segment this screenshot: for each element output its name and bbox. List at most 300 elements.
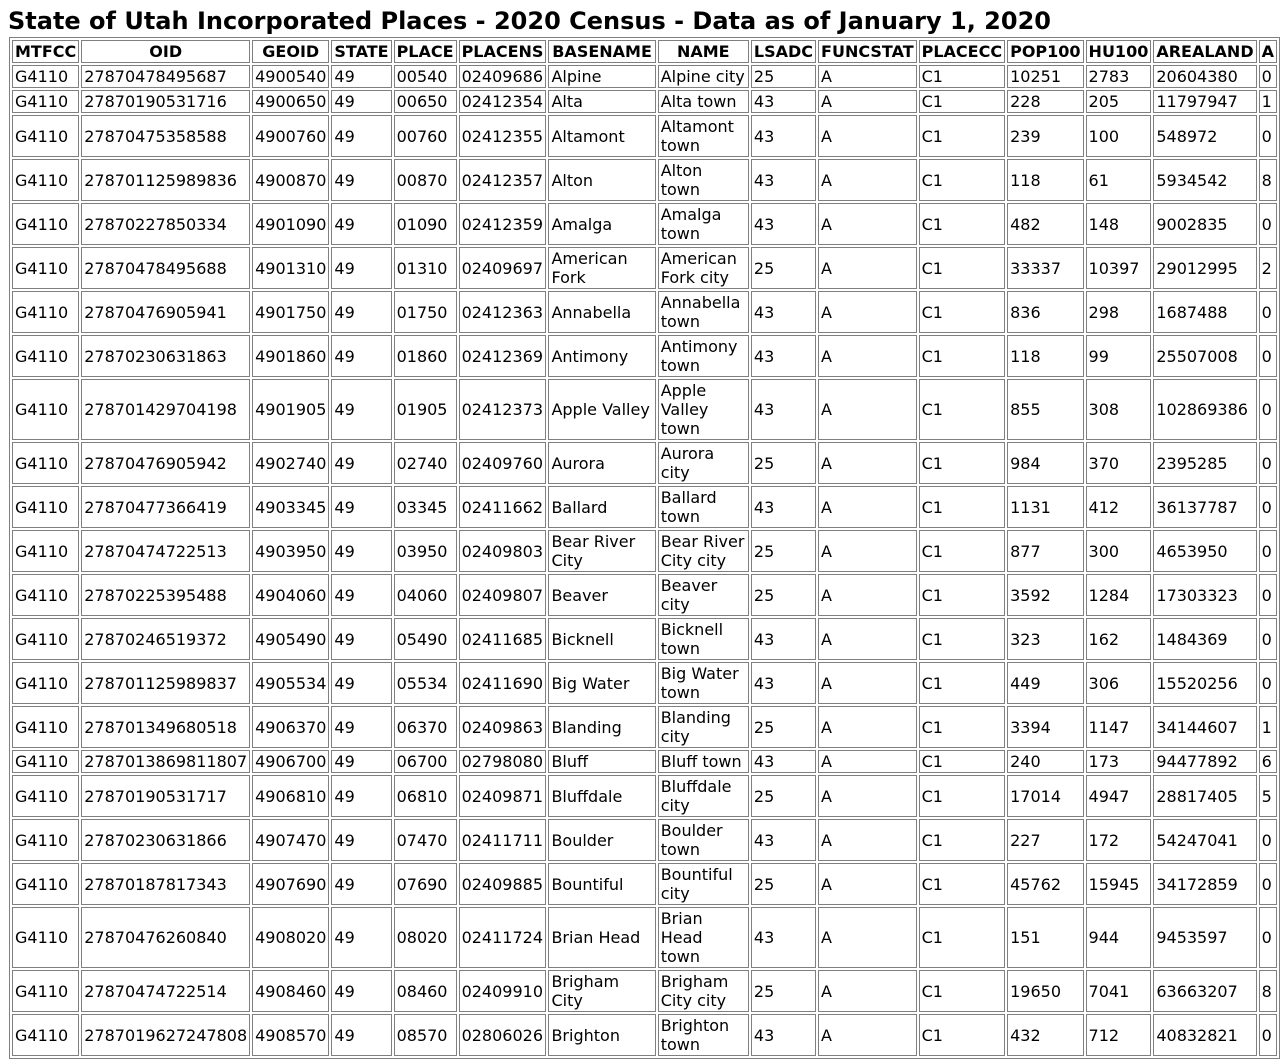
cell-lsadc: 43 [751, 90, 816, 113]
table-header [12, 40, 1277, 63]
cell-oid: 2787019627247808 [81, 1014, 250, 1056]
cell-pop100: 3592 [1007, 574, 1083, 616]
cell-pop100: 432 [1007, 1014, 1083, 1056]
cell-hu100: 15945 [1086, 863, 1152, 905]
cell-placecc: C1 [919, 203, 1005, 245]
cell-place: 08460 [394, 970, 457, 1012]
cell-arealand: 36137787 [1153, 486, 1256, 528]
column-header-a: A [1259, 40, 1277, 63]
cell-basename: Bluffdale [548, 775, 655, 817]
table-row [12, 970, 1277, 1012]
cell-pop100: 228 [1007, 90, 1083, 113]
cell-lsadc: 43 [751, 750, 816, 773]
cell-state: 49 [331, 706, 391, 748]
cell-placens: 02412357 [459, 159, 547, 201]
cell-name: Alpine city [658, 65, 749, 88]
cell-hu100: 61 [1086, 159, 1152, 201]
cell-lsadc: 43 [751, 1014, 816, 1056]
cell-a: 0 [1259, 1014, 1277, 1056]
cell-oid: 27870476260840 [81, 907, 250, 968]
cell-placecc: C1 [919, 159, 1005, 201]
cell-pop100: 3394 [1007, 706, 1083, 748]
cell-placecc: C1 [919, 662, 1005, 704]
cell-lsadc: 43 [751, 291, 816, 333]
cell-placecc: C1 [919, 1014, 1005, 1056]
cell-hu100: 100 [1086, 115, 1152, 157]
cell-place: 06810 [394, 775, 457, 817]
cell-pop100: 836 [1007, 291, 1083, 333]
cell-placens: 02409697 [459, 247, 547, 289]
cell-state: 49 [331, 486, 391, 528]
cell-name: Bear River City city [658, 530, 749, 572]
column-header-funcstat: FUNCSTAT [818, 40, 917, 63]
cell-mtfcc: G4110 [12, 970, 79, 1012]
cell-hu100: 7041 [1086, 970, 1152, 1012]
cell-a: 5 [1259, 775, 1277, 817]
cell-mtfcc: G4110 [12, 335, 79, 377]
cell-arealand: 4653950 [1153, 530, 1256, 572]
cell-oid: 27870474722513 [81, 530, 250, 572]
cell-arealand: 34144607 [1153, 706, 1256, 748]
cell-state: 49 [331, 750, 391, 773]
cell-a: 0 [1259, 291, 1277, 333]
cell-placens: 02412359 [459, 203, 547, 245]
cell-basename: Alpine [548, 65, 655, 88]
column-header-state: STATE [331, 40, 391, 63]
cell-oid: 27870474722514 [81, 970, 250, 1012]
cell-funcstat: A [818, 530, 917, 572]
cell-mtfcc: G4110 [12, 863, 79, 905]
cell-state: 49 [331, 775, 391, 817]
cell-geoid: 4906810 [252, 775, 329, 817]
cell-oid: 27870190531716 [81, 90, 250, 113]
cell-state: 49 [331, 90, 391, 113]
cell-pop100: 240 [1007, 750, 1083, 773]
cell-pop100: 1131 [1007, 486, 1083, 528]
cell-a: 0 [1259, 819, 1277, 861]
cell-arealand: 29012995 [1153, 247, 1256, 289]
cell-mtfcc: G4110 [12, 247, 79, 289]
cell-funcstat: A [818, 379, 917, 440]
cell-arealand: 1687488 [1153, 291, 1256, 333]
cell-a: 0 [1259, 662, 1277, 704]
cell-lsadc: 43 [751, 907, 816, 968]
table-row [12, 706, 1277, 748]
cell-hu100: 99 [1086, 335, 1152, 377]
cell-placecc: C1 [919, 750, 1005, 773]
cell-arealand: 63663207 [1153, 970, 1256, 1012]
cell-pop100: 45762 [1007, 863, 1083, 905]
cell-name: Ballard town [658, 486, 749, 528]
cell-basename: Ballard [548, 486, 655, 528]
table-row [12, 335, 1277, 377]
cell-funcstat: A [818, 291, 917, 333]
cell-pop100: 227 [1007, 819, 1083, 861]
cell-oid: 27870230631866 [81, 819, 250, 861]
cell-basename: Brigham City [548, 970, 655, 1012]
cell-place: 05534 [394, 662, 457, 704]
cell-place: 00870 [394, 159, 457, 201]
cell-placecc: C1 [919, 618, 1005, 660]
cell-lsadc: 25 [751, 442, 816, 484]
places-table [9, 37, 1280, 1059]
cell-geoid: 4907690 [252, 863, 329, 905]
cell-geoid: 4908570 [252, 1014, 329, 1056]
cell-geoid: 4900760 [252, 115, 329, 157]
cell-basename: Blanding [548, 706, 655, 748]
cell-pop100: 323 [1007, 618, 1083, 660]
cell-place: 00650 [394, 90, 457, 113]
cell-placens: 02409686 [459, 65, 547, 88]
cell-basename: Antimony [548, 335, 655, 377]
table-row [12, 907, 1277, 968]
cell-arealand: 548972 [1153, 115, 1256, 157]
cell-lsadc: 43 [751, 618, 816, 660]
cell-hu100: 298 [1086, 291, 1152, 333]
cell-basename: Bicknell [548, 618, 655, 660]
cell-lsadc: 25 [751, 65, 816, 88]
cell-state: 49 [331, 618, 391, 660]
cell-hu100: 2783 [1086, 65, 1152, 88]
table-row [12, 618, 1277, 660]
cell-basename: Altamont [548, 115, 655, 157]
page-title: State of Utah Incorporated Places - 2020 Census - Data as of January 1, 2020 [8, 7, 1051, 35]
cell-placecc: C1 [919, 442, 1005, 484]
cell-a: 0 [1259, 442, 1277, 484]
column-header-placecc: PLACECC [919, 40, 1005, 63]
cell-hu100: 4947 [1086, 775, 1152, 817]
cell-place: 00540 [394, 65, 457, 88]
cell-lsadc: 43 [751, 379, 816, 440]
cell-placens: 02411690 [459, 662, 547, 704]
cell-placens: 02412369 [459, 335, 547, 377]
cell-state: 49 [331, 159, 391, 201]
cell-state: 49 [331, 203, 391, 245]
table-row [12, 159, 1277, 201]
cell-name: Bluffdale city [658, 775, 749, 817]
cell-state: 49 [331, 970, 391, 1012]
cell-funcstat: A [818, 863, 917, 905]
cell-placens: 02412373 [459, 379, 547, 440]
cell-oid: 27870225395488 [81, 574, 250, 616]
table-row [12, 486, 1277, 528]
cell-basename: American Fork [548, 247, 655, 289]
cell-funcstat: A [818, 247, 917, 289]
cell-place: 03345 [394, 486, 457, 528]
cell-state: 49 [331, 65, 391, 88]
cell-geoid: 4900650 [252, 90, 329, 113]
cell-funcstat: A [818, 1014, 917, 1056]
cell-arealand: 40832821 [1153, 1014, 1256, 1056]
cell-geoid: 4906700 [252, 750, 329, 773]
cell-oid: 278701429704198 [81, 379, 250, 440]
cell-placecc: C1 [919, 247, 1005, 289]
cell-lsadc: 43 [751, 115, 816, 157]
table-row [12, 530, 1277, 572]
cell-a: 1 [1259, 706, 1277, 748]
cell-basename: Aurora [548, 442, 655, 484]
column-header-arealand: AREALAND [1153, 40, 1256, 63]
cell-placecc: C1 [919, 486, 1005, 528]
cell-state: 49 [331, 291, 391, 333]
cell-placens: 02409760 [459, 442, 547, 484]
cell-lsadc: 25 [751, 863, 816, 905]
cell-placens: 02412354 [459, 90, 547, 113]
cell-name: Alta town [658, 90, 749, 113]
cell-a: 0 [1259, 863, 1277, 905]
cell-geoid: 4901750 [252, 291, 329, 333]
cell-a: 0 [1259, 907, 1277, 968]
cell-placens: 02409885 [459, 863, 547, 905]
column-header-placens: PLACENS [459, 40, 547, 63]
cell-a: 0 [1259, 574, 1277, 616]
cell-a: 8 [1259, 159, 1277, 201]
cell-lsadc: 25 [751, 530, 816, 572]
cell-place: 05490 [394, 618, 457, 660]
cell-state: 49 [331, 907, 391, 968]
cell-hu100: 173 [1086, 750, 1152, 773]
cell-oid: 27870476905942 [81, 442, 250, 484]
cell-placecc: C1 [919, 530, 1005, 572]
cell-state: 49 [331, 442, 391, 484]
cell-hu100: 148 [1086, 203, 1152, 245]
cell-a: 0 [1259, 618, 1277, 660]
cell-mtfcc: G4110 [12, 486, 79, 528]
cell-funcstat: A [818, 706, 917, 748]
cell-mtfcc: G4110 [12, 750, 79, 773]
cell-name: Bluff town [658, 750, 749, 773]
cell-place: 01090 [394, 203, 457, 245]
cell-basename: Annabella [548, 291, 655, 333]
cell-lsadc: 43 [751, 819, 816, 861]
cell-name: Amalga town [658, 203, 749, 245]
cell-funcstat: A [818, 574, 917, 616]
cell-hu100: 412 [1086, 486, 1152, 528]
cell-pop100: 10251 [1007, 65, 1083, 88]
cell-mtfcc: G4110 [12, 90, 79, 113]
cell-place: 07690 [394, 863, 457, 905]
cell-placecc: C1 [919, 907, 1005, 968]
cell-arealand: 54247041 [1153, 819, 1256, 861]
cell-mtfcc: G4110 [12, 379, 79, 440]
cell-funcstat: A [818, 662, 917, 704]
cell-mtfcc: G4110 [12, 115, 79, 157]
cell-a: 6 [1259, 750, 1277, 773]
cell-funcstat: A [818, 775, 917, 817]
cell-placens: 02409910 [459, 970, 547, 1012]
cell-pop100: 17014 [1007, 775, 1083, 817]
table-row [12, 775, 1277, 817]
cell-geoid: 4902740 [252, 442, 329, 484]
cell-mtfcc: G4110 [12, 618, 79, 660]
cell-name: Altamont town [658, 115, 749, 157]
cell-placecc: C1 [919, 574, 1005, 616]
cell-place: 06370 [394, 706, 457, 748]
cell-hu100: 370 [1086, 442, 1152, 484]
cell-lsadc: 25 [751, 775, 816, 817]
cell-basename: Alta [548, 90, 655, 113]
cell-name: Big Water town [658, 662, 749, 704]
cell-place: 08020 [394, 907, 457, 968]
cell-placens: 02412363 [459, 291, 547, 333]
cell-place: 03950 [394, 530, 457, 572]
cell-geoid: 4900540 [252, 65, 329, 88]
cell-oid: 27870190531717 [81, 775, 250, 817]
cell-arealand: 15520256 [1153, 662, 1256, 704]
cell-a: 0 [1259, 335, 1277, 377]
column-header-pop100: POP100 [1007, 40, 1083, 63]
cell-pop100: 33337 [1007, 247, 1083, 289]
cell-mtfcc: G4110 [12, 530, 79, 572]
cell-basename: Amalga [548, 203, 655, 245]
cell-pop100: 482 [1007, 203, 1083, 245]
cell-hu100: 308 [1086, 379, 1152, 440]
cell-oid: 27870475358588 [81, 115, 250, 157]
cell-placecc: C1 [919, 706, 1005, 748]
cell-hu100: 306 [1086, 662, 1152, 704]
cell-oid: 27870476905941 [81, 291, 250, 333]
cell-basename: Brighton [548, 1014, 655, 1056]
cell-hu100: 162 [1086, 618, 1152, 660]
cell-name: Alton town [658, 159, 749, 201]
table-row [12, 291, 1277, 333]
cell-placens: 02806026 [459, 1014, 547, 1056]
cell-name: Apple Valley town [658, 379, 749, 440]
cell-basename: Apple Valley [548, 379, 655, 440]
column-header-place: PLACE [394, 40, 457, 63]
cell-lsadc: 25 [751, 706, 816, 748]
table-row [12, 662, 1277, 704]
cell-pop100: 449 [1007, 662, 1083, 704]
cell-geoid: 4903345 [252, 486, 329, 528]
cell-basename: Alton [548, 159, 655, 201]
cell-name: Antimony town [658, 335, 749, 377]
cell-funcstat: A [818, 90, 917, 113]
cell-placens: 02411685 [459, 618, 547, 660]
cell-oid: 278701125989837 [81, 662, 250, 704]
cell-pop100: 151 [1007, 907, 1083, 968]
cell-placens: 02409807 [459, 574, 547, 616]
cell-funcstat: A [818, 618, 917, 660]
cell-lsadc: 43 [751, 335, 816, 377]
cell-placecc: C1 [919, 335, 1005, 377]
cell-mtfcc: G4110 [12, 574, 79, 616]
cell-oid: 278701349680518 [81, 706, 250, 748]
cell-funcstat: A [818, 65, 917, 88]
cell-geoid: 4903950 [252, 530, 329, 572]
cell-place: 01905 [394, 379, 457, 440]
cell-pop100: 877 [1007, 530, 1083, 572]
cell-mtfcc: G4110 [12, 662, 79, 704]
cell-hu100: 1147 [1086, 706, 1152, 748]
cell-placens: 02798080 [459, 750, 547, 773]
cell-basename: Brian Head [548, 907, 655, 968]
cell-a: 0 [1259, 486, 1277, 528]
cell-placecc: C1 [919, 291, 1005, 333]
cell-geoid: 4901860 [252, 335, 329, 377]
cell-state: 49 [331, 530, 391, 572]
cell-state: 49 [331, 379, 391, 440]
table-row [12, 442, 1277, 484]
cell-state: 49 [331, 662, 391, 704]
cell-name: Bicknell town [658, 618, 749, 660]
cell-a: 0 [1259, 530, 1277, 572]
cell-arealand: 34172859 [1153, 863, 1256, 905]
cell-place: 00760 [394, 115, 457, 157]
cell-a: 0 [1259, 379, 1277, 440]
cell-place: 01860 [394, 335, 457, 377]
cell-placens: 02409863 [459, 706, 547, 748]
cell-hu100: 300 [1086, 530, 1152, 572]
cell-arealand: 2395285 [1153, 442, 1256, 484]
cell-funcstat: A [818, 486, 917, 528]
cell-mtfcc: G4110 [12, 819, 79, 861]
cell-placecc: C1 [919, 863, 1005, 905]
cell-mtfcc: G4110 [12, 203, 79, 245]
cell-place: 07470 [394, 819, 457, 861]
cell-oid: 27870227850334 [81, 203, 250, 245]
cell-basename: Bear River City [548, 530, 655, 572]
column-header-oid: OID [81, 40, 250, 63]
cell-hu100: 10397 [1086, 247, 1152, 289]
cell-place: 08570 [394, 1014, 457, 1056]
cell-a: 8 [1259, 970, 1277, 1012]
table-row [12, 574, 1277, 616]
cell-geoid: 4908020 [252, 907, 329, 968]
cell-placens: 02409803 [459, 530, 547, 572]
cell-geoid: 4901905 [252, 379, 329, 440]
cell-arealand: 20604380 [1153, 65, 1256, 88]
cell-hu100: 1284 [1086, 574, 1152, 616]
cell-funcstat: A [818, 750, 917, 773]
cell-lsadc: 43 [751, 203, 816, 245]
cell-state: 49 [331, 863, 391, 905]
table-row [12, 90, 1277, 113]
cell-name: Brighton town [658, 1014, 749, 1056]
column-header-name: NAME [658, 40, 749, 63]
cell-place: 01750 [394, 291, 457, 333]
cell-hu100: 172 [1086, 819, 1152, 861]
cell-name: Annabella town [658, 291, 749, 333]
cell-oid: 27870477366419 [81, 486, 250, 528]
cell-geoid: 4907470 [252, 819, 329, 861]
cell-a: 0 [1259, 203, 1277, 245]
cell-funcstat: A [818, 203, 917, 245]
cell-geoid: 4904060 [252, 574, 329, 616]
cell-lsadc: 25 [751, 247, 816, 289]
cell-name: Brian Head town [658, 907, 749, 968]
cell-funcstat: A [818, 819, 917, 861]
cell-funcstat: A [818, 970, 917, 1012]
cell-arealand: 102869386 [1153, 379, 1256, 440]
cell-state: 49 [331, 247, 391, 289]
table-row [12, 1014, 1277, 1056]
cell-geoid: 4908460 [252, 970, 329, 1012]
cell-oid: 278701125989836 [81, 159, 250, 201]
cell-pop100: 19650 [1007, 970, 1083, 1012]
cell-geoid: 4901310 [252, 247, 329, 289]
cell-mtfcc: G4110 [12, 291, 79, 333]
cell-arealand: 28817405 [1153, 775, 1256, 817]
cell-mtfcc: G4110 [12, 442, 79, 484]
cell-oid: 27870246519372 [81, 618, 250, 660]
column-header-hu100: HU100 [1086, 40, 1152, 63]
cell-geoid: 4900870 [252, 159, 329, 201]
cell-arealand: 9453597 [1153, 907, 1256, 968]
cell-a: 0 [1259, 65, 1277, 88]
cell-placecc: C1 [919, 90, 1005, 113]
cell-place: 02740 [394, 442, 457, 484]
